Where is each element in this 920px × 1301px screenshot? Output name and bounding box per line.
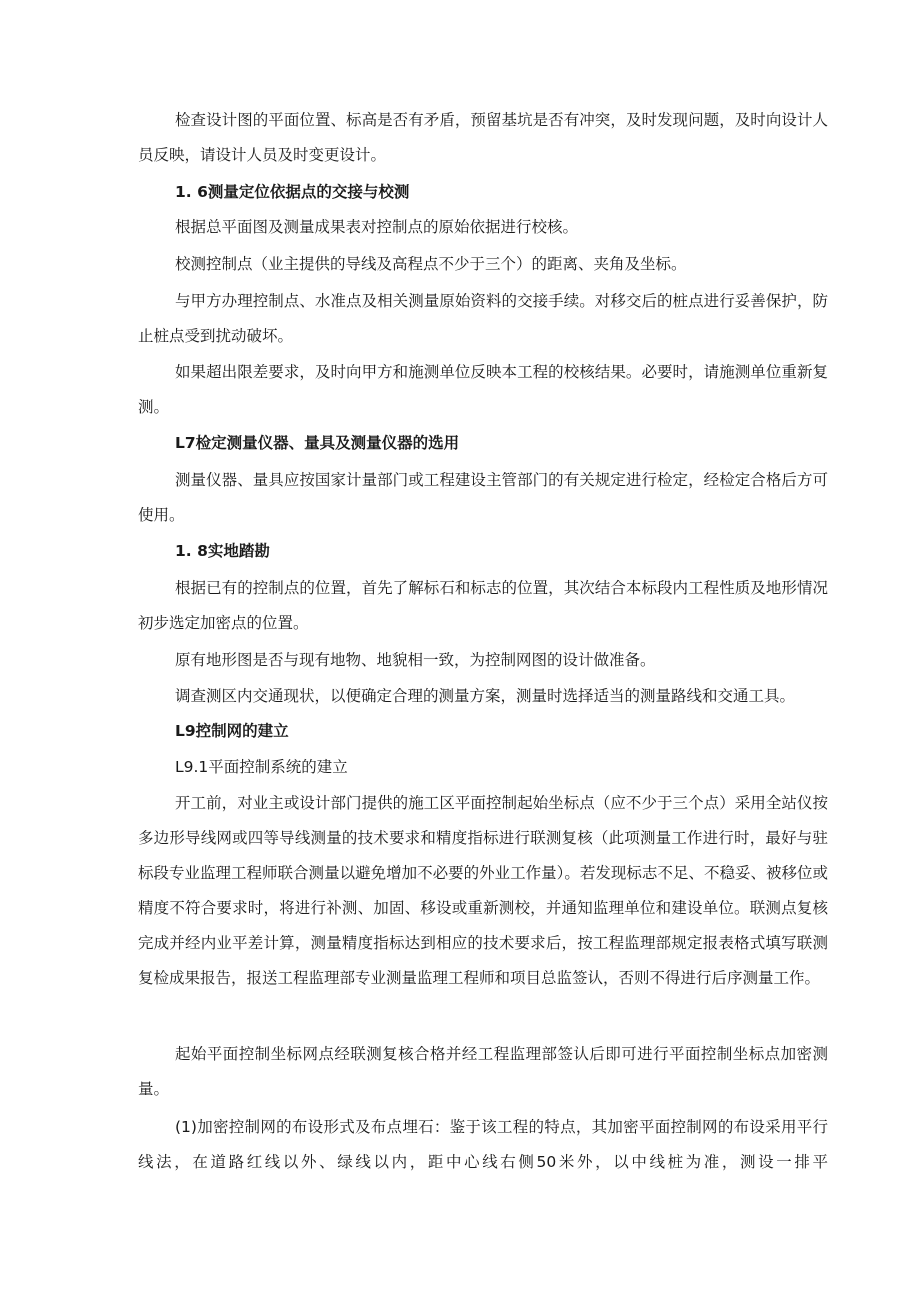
- paragraph-handover: 与甲方办理控制点、水准点及相关测量原始资料的交接手续。对移交后的桩点进行妥善保护，防止桩点受到扰动破坏。: [138, 292, 828, 345]
- heading-1-9-1: L9.1平面控制系统的建立: [175, 758, 348, 776]
- paragraph-verify-points: 校测控制点（业主提供的导线及高程点不少于三个）的距离、夹角及坐标。: [175, 255, 687, 273]
- paragraph-traffic: 调查测区内交通现状，以便确定合理的测量方案，测量时选择适当的测量路线和交通工具。: [175, 687, 796, 705]
- paragraph-check-design: 检查设计图的平面位置、标高是否有矛盾，预留基坑是否有冲突，及时发现问题，及时向设计人员反映，请设计人员及时变更设计。: [138, 111, 828, 164]
- paragraph-survey-site: 根据已有的控制点的位置，首先了解标石和标志的位置，其次结合本标段内工程性质及地形情况初步选定加密点的位置。: [138, 579, 828, 632]
- paragraph-instruments: 测量仪器、量具应按国家计量部门或工程建设主管部门的有关规定进行检定，经检定合格后方可使用。: [138, 471, 828, 524]
- paragraph-verify-basis: 根据总平面图及测量成果表对控制点的原始依据进行校核。: [175, 218, 579, 236]
- paragraph-item-1: (1)加密控制网的布设形式及布点埋石：鉴于该工程的特点，其加密平面控制网的布设采用平行线法，在道路红线以外、绿线以内，距中心线右侧50米外，以中线桩为准，测设一排平: [138, 1118, 828, 1171]
- paragraph-terrain: 原有地形图是否与现有地物、地貌相一致，为控制网图的设计做准备。: [175, 651, 656, 669]
- paragraph-densify: 起始平面控制坐标网点经联测复核合格并经工程监理部签认后即可进行平面控制坐标点加密测量。: [138, 1045, 828, 1098]
- paragraph-before-work: 开工前，对业主或设计部门提供的施工区平面控制起始坐标点（应不少于三个点）采用全站仪按多边形导线网或四等导线测量的技术要求和精度指标进行联测复核（此项测量工作进行时，最好与驻标段专业监理工程师联合测量以避免增加不必要的外业工作量）。若发现标志不足、不稳妥、被移位或精度不符合要求时，将进行补测、加固、移设或重新测校，并通知监理单位和建设单位。联测点复核完成并经内业平差计算，测量精度指标达到相应的技术要求后，按工程监理部规定报表格式填写联测复检成果报告，报送工程监理部专业测量监理工程师和项目总监签认，否则不得进行后序测量工作。: [138, 794, 828, 987]
- heading-1-8: 1. 8实地踏勘: [175, 542, 270, 560]
- heading-1-9: L9控制网的建立: [175, 722, 289, 740]
- heading-1-6: 1. 6测量定位依据点的交接与校测: [175, 183, 410, 201]
- paragraph-tolerance: 如果超出限差要求，及时向甲方和施测单位反映本工程的校核结果。必要时，请施测单位重新复测。: [138, 363, 828, 416]
- heading-1-7: L7检定测量仪器、量具及测量仪器的选用: [175, 434, 460, 452]
